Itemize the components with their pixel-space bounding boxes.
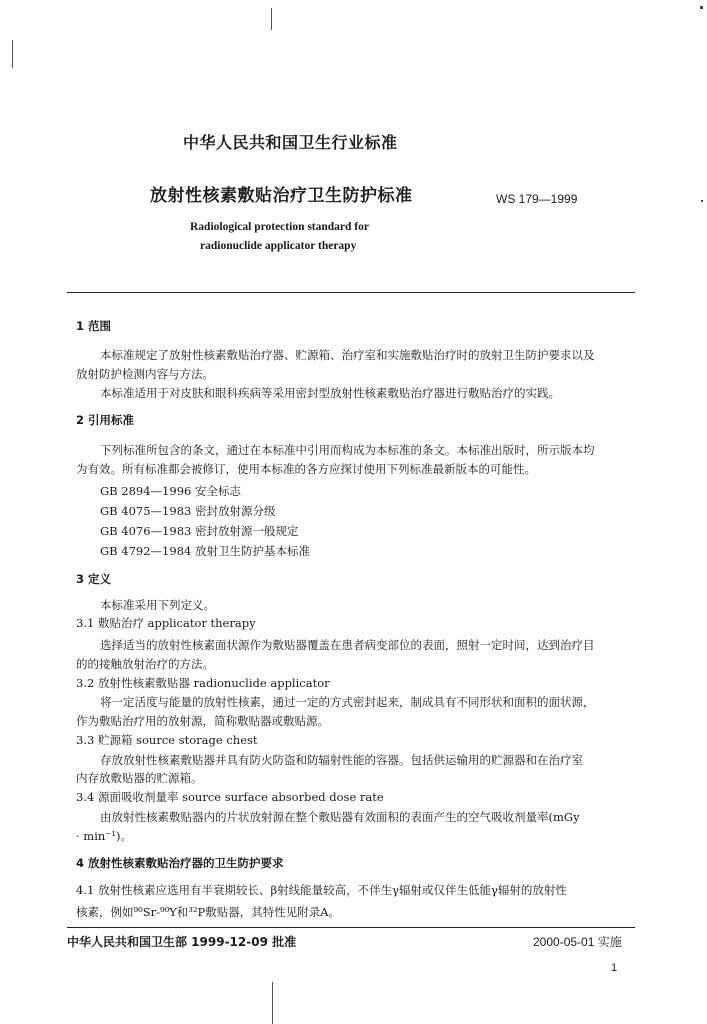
section-4-heading: 4 放射性核素敷贴治疗器的卫生防护要求 [76,856,284,870]
section-2-para1-line2: 为有效。所有标准都会被修订，使用本标准的各方应探讨使用下列标准最新版本的可能性。 [76,462,536,476]
section-2-heading: 2 引用标准 [76,413,135,427]
section-3-intro: 本标准采用下列定义。 [100,598,215,612]
scan-mark-left [12,40,13,68]
reference-item: GB 4792—1984 放射卫生防护基本标准 [100,544,310,558]
section-1-heading: 1 范围 [76,319,112,333]
section-1-para1-line1: 本标准规定了放射性核素敷贴治疗器、贮源箱、治疗室和实施敷贴治疗时的放射卫生防护要求以及 [100,348,595,362]
definition-3-1-term: 3.1 敷贴治疗 applicator therapy [76,616,256,630]
reference-item: GB 2894—1996 安全标志 [100,484,241,498]
reference-item: GB 4075—1983 密封放射源分级 [100,504,276,518]
scan-mark-top [271,8,272,30]
definition-3-4-line1: 由放射性核素敷贴器内的片状放射源在整个敷贴器有效面积的表面产生的空气吸收剂量率(mGy [100,810,580,824]
definition-3-3-line2: 内存放敷贴器的贮源箱。 [76,771,203,785]
approval-note: 中华人民共和国卫生部 1999-12-09 批准 [67,935,297,949]
section-4-1-line2: 核素，例如⁹⁰Sr-⁹⁰Y和³²P敷贴器，其特性见附录A。 [76,905,341,919]
english-title-line1: Radiological protection standard for [190,221,369,233]
scan-mark-bottom [272,982,273,1024]
definition-3-1-line2: 的的接触放射治疗的方法。 [76,657,214,671]
header-divider [67,292,635,293]
definition-3-2-term: 3.2 放射性核素敷贴器 radionuclide applicator [76,676,330,690]
definition-3-3-line1: 存放放射性核素敷贴器并具有防火防盗和防辐射性能的容器。包括供运输用的贮源器和在治疗室 [100,753,583,767]
section-3-heading: 3 定义 [76,572,112,586]
section-1-para2: 本标准适用于对皮肤和眼科疾病等采用密封型放射性核素敷贴治疗器进行敷贴治疗的实践。 [100,386,560,400]
definition-3-3-term: 3.3 贮源箱 source storage chest [76,733,258,747]
definition-3-4-term: 3.4 源面吸收剂量率 source surface absorbed dose rate [76,790,384,804]
section-2-para1-line1: 下列标准所包含的条文，通过在本标准中引用而构成为本标准的条文。本标准出版时，所示版本均 [100,443,595,457]
reference-item: GB 4076—1983 密封放射源一般规定 [100,524,299,538]
implementation-date: 2000-05-01 实施 [533,935,622,949]
page-number: 1 [611,962,618,974]
scan-speck [700,6,703,9]
section-1-para1-line2: 放射防护检测内容与方法。 [76,367,214,381]
definition-3-2-line1: 将一定活度与能量的放射性核素，通过一定的方式密封起来，制成具有不同形状和面积的面状源， [100,695,595,709]
footer-divider [67,927,635,928]
definition-3-2-line2: 作为敷贴治疗用的放射源，简称敷贴器或敷贴源。 [76,714,329,728]
standard-code: WS 179—1999 [496,192,578,206]
definition-3-4-line2: · min⁻¹)。 [76,829,132,843]
english-title-line2: radionuclide applicator therapy [200,240,357,252]
issuer-heading: 中华人民共和国卫生行业标准 [183,133,398,152]
scan-speck [701,200,703,202]
definition-3-1-line1: 选择适当的放射性核素面状源作为敷贴器覆盖在患者病变部位的表面，照射一定时间，达到治疗目 [100,638,595,652]
section-4-1-line1: 4.1 放射性核素应选用有半衰期较长、β射线能量较高，不伴生γ辐射或仅伴生低能γ辐射的放射性 [76,883,567,897]
standard-title: 放射性核素敷贴治疗卫生防护标准 [150,186,413,206]
